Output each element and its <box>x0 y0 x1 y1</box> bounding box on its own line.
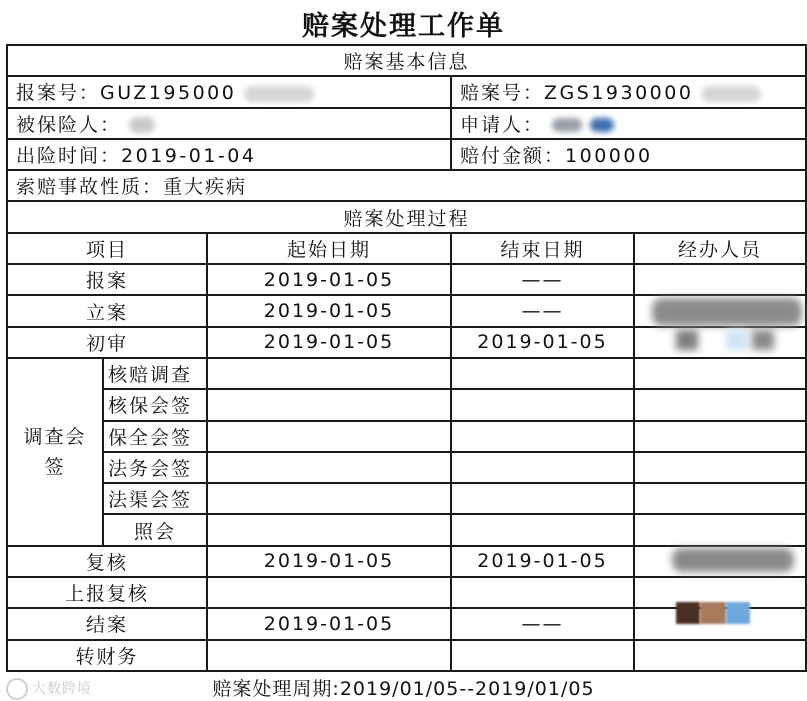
redacted-mark <box>701 86 761 102</box>
sub-item-label: 照会 <box>103 514 207 545</box>
handler-cell <box>634 327 806 358</box>
insured-cell <box>7 108 451 139</box>
redacted-handler <box>676 602 700 624</box>
row-label: 转财务 <box>7 640 207 671</box>
row-label: 结案 <box>7 608 207 639</box>
sub-item-label: 核保会签 <box>103 389 207 420</box>
insured-label: 被保险人： <box>16 113 122 136</box>
watermark <box>6 678 92 700</box>
redacted-handler <box>726 602 750 624</box>
header-start-date: 起始日期 <box>207 233 451 264</box>
row-label: 上报复核 <box>7 577 207 608</box>
start-date: 2019-01-05 <box>207 327 451 358</box>
nature-value: 重大疾病 <box>163 176 248 199</box>
row-label: 报案 <box>7 264 207 295</box>
applicant-label: 申请人： <box>460 113 545 136</box>
table-row <box>7 452 806 483</box>
claim-no-value: ZGS1930000 <box>544 82 694 105</box>
form-title: 赔案处理工作单 <box>302 11 505 42</box>
report-no-label: 报案号： <box>16 82 101 105</box>
table-row <box>7 264 806 295</box>
table-row <box>7 358 806 389</box>
section-basic-info: 赔案基本信息 <box>7 45 806 76</box>
applicant-cell <box>451 108 806 139</box>
end-date: 2019-01-05 <box>451 327 634 358</box>
incident-time-cell <box>7 139 451 170</box>
amount-cell <box>451 139 806 170</box>
start-date: 2019-01-05 <box>207 264 451 295</box>
report-no-value: GUZ195000 <box>100 82 237 105</box>
row-label: 复核 <box>7 546 207 577</box>
table-row <box>7 640 806 671</box>
redacted-mark <box>129 117 155 133</box>
claim-no-cell <box>451 76 806 107</box>
sub-item-label: 保全会签 <box>103 421 207 452</box>
end-date: —— <box>451 264 634 295</box>
sub-item-label: 法渠会签 <box>103 483 207 514</box>
redacted-handler <box>672 548 794 572</box>
table-row <box>7 483 806 514</box>
sub-item-label: 核赔调查 <box>103 358 207 389</box>
incident-time-label: 出险时间： <box>16 145 122 168</box>
redacted-mark <box>590 118 614 132</box>
investigation-group-label: 调查会签 <box>7 358 103 546</box>
nature-label: 索赔事故性质： <box>16 176 164 199</box>
redacted-mark <box>244 86 314 102</box>
redacted-handler <box>676 330 698 350</box>
row-label: 立案 <box>7 295 207 326</box>
table-row <box>7 514 806 545</box>
claim-no-label: 赔案号： <box>460 82 545 105</box>
start-date: 2019-01-05 <box>207 295 451 326</box>
header-item: 项目 <box>7 233 207 264</box>
watermark-text: 大数跨境 <box>32 681 92 697</box>
row-label: 初审 <box>7 327 207 358</box>
end-date: —— <box>451 295 634 326</box>
header-handler: 经办人员 <box>634 233 806 264</box>
redacted-mark <box>552 118 582 132</box>
end-date: —— <box>451 608 634 639</box>
table-row <box>7 421 806 452</box>
redacted-handler <box>752 330 774 350</box>
processing-period: 赔案处理周期:2019/01/05--2019/01/05 <box>212 678 595 700</box>
header-end-date: 结束日期 <box>451 233 634 264</box>
section-process: 赔案处理过程 <box>7 201 806 232</box>
sub-item-label: 法务会签 <box>103 452 207 483</box>
redacted-handler <box>726 330 748 350</box>
redacted-handler <box>652 298 802 326</box>
nature-cell <box>7 170 806 201</box>
amount-value: 100000 <box>565 145 653 168</box>
watermark-logo-icon <box>6 678 28 700</box>
start-date: 2019-01-05 <box>207 546 451 577</box>
handler-cell <box>634 264 806 295</box>
redacted-handler <box>700 602 726 624</box>
start-date: 2019-01-05 <box>207 608 451 639</box>
amount-label: 赔付金额： <box>460 145 566 168</box>
report-no-cell <box>7 76 451 107</box>
table-row <box>7 389 806 420</box>
incident-time-value: 2019-01-04 <box>121 145 257 168</box>
end-date: 2019-01-05 <box>451 546 634 577</box>
claim-form-table <box>6 44 807 672</box>
